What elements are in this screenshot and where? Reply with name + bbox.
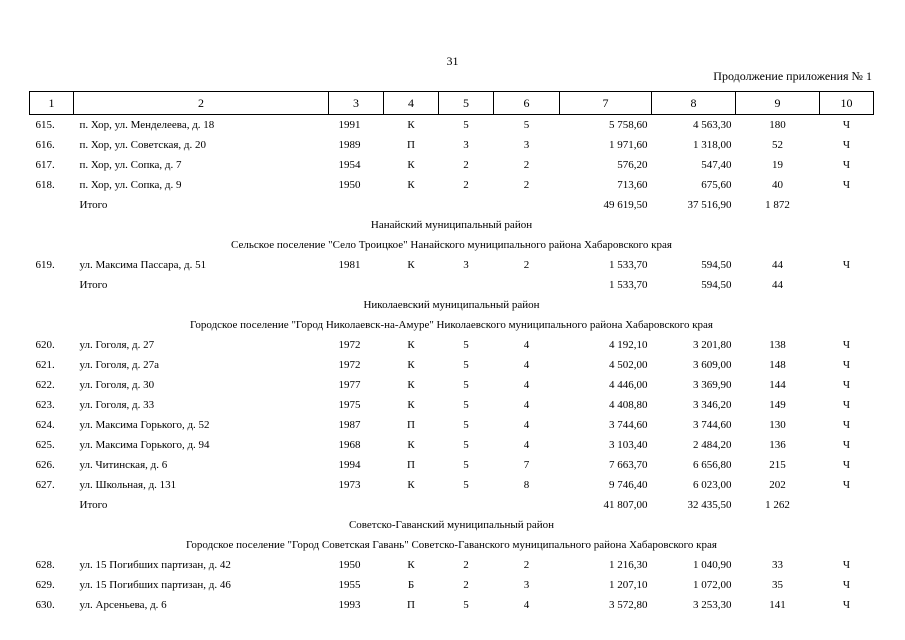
column-header-2: 2 [74, 92, 329, 115]
year-built: 1972 [338, 339, 361, 351]
total-spacer [820, 195, 874, 215]
wall-material: К [407, 359, 415, 371]
total-row [30, 275, 874, 295]
wall-material: К [407, 479, 415, 491]
living-area: 547,40 [701, 159, 732, 171]
year-built: 1954 [338, 159, 361, 171]
year-built: 1987 [338, 419, 361, 431]
status: Ч [842, 599, 851, 611]
total-label: Итого [79, 279, 108, 291]
wall-material: К [407, 439, 415, 451]
status: Ч [842, 379, 851, 391]
entrances: 2 [523, 559, 530, 571]
residents: 44 [772, 279, 783, 291]
wall-material: К [407, 119, 415, 131]
row-number: 615. [35, 119, 55, 131]
header-row [30, 92, 874, 115]
column-header-1: 1 [30, 92, 74, 115]
section-heading: Городское поселение "Город Николаевск-на-Амуре" Николаевского муниципального района Хабаровского края [190, 319, 713, 331]
entrances: 4 [523, 599, 530, 611]
residents: 138 [769, 339, 786, 351]
address: ул. Максима Горького, д. 52 [79, 419, 210, 431]
year-built: 1989 [338, 139, 361, 151]
table-row [30, 395, 874, 415]
entrances: 7 [523, 459, 530, 471]
column-header-5: 5 [439, 92, 494, 115]
floors: 5 [463, 379, 469, 391]
address: ул. Читинская, д. 6 [79, 459, 168, 471]
residents: 44 [772, 259, 783, 271]
status: Ч [842, 399, 851, 411]
status: Ч [842, 159, 851, 171]
wall-material: К [407, 559, 415, 571]
table-row [30, 335, 874, 355]
address: ул. Максима Пассара, д. 51 [79, 259, 207, 271]
floors: 5 [463, 359, 469, 371]
floors: 5 [463, 119, 469, 131]
total-spacer [30, 495, 74, 515]
column-header-3: 3 [329, 92, 384, 115]
section-heading-row [30, 235, 874, 255]
year-built: 1993 [338, 599, 361, 611]
row-number: 629. [35, 579, 55, 591]
page-number: 31 [446, 54, 459, 68]
year-built: 1994 [338, 459, 361, 471]
housing-table [29, 91, 874, 615]
total-area: 1 533,70 [609, 279, 648, 291]
floors: 5 [463, 439, 469, 451]
total-area: 3 572,80 [609, 599, 648, 611]
row-number: 628. [35, 559, 55, 571]
living-area: 37 516,90 [687, 199, 732, 211]
section-heading-row [30, 215, 874, 235]
year-built: 1981 [338, 259, 361, 271]
floors: 5 [463, 339, 469, 351]
living-area: 32 435,50 [687, 499, 732, 511]
row-number: 616. [35, 139, 55, 151]
living-area: 6 023,00 [693, 479, 732, 491]
total-spacer [329, 495, 560, 515]
address: п. Хор, ул. Советская, д. 20 [79, 139, 207, 151]
floors: 3 [463, 139, 469, 151]
status: Ч [842, 559, 851, 571]
address: ул. Гоголя, д. 30 [79, 379, 155, 391]
row-number: 626. [35, 459, 55, 471]
living-area: 594,50 [701, 259, 732, 271]
total-area: 49 619,50 [603, 199, 648, 211]
floors: 5 [463, 399, 469, 411]
wall-material: П [407, 459, 415, 471]
total-area: 4 446,00 [609, 379, 648, 391]
total-area: 7 663,70 [609, 459, 648, 471]
column-header-4: 4 [384, 92, 439, 115]
table-row [30, 415, 874, 435]
year-built: 1977 [338, 379, 361, 391]
wall-material: П [407, 599, 415, 611]
total-spacer [329, 195, 560, 215]
table-row [30, 115, 874, 136]
section-heading-row [30, 315, 874, 335]
entrances: 4 [523, 359, 530, 371]
table-row [30, 595, 874, 615]
table-header [30, 92, 874, 115]
wall-material: К [407, 179, 415, 191]
year-built: 1950 [338, 179, 361, 191]
floors: 5 [463, 599, 469, 611]
entrances: 4 [523, 399, 530, 411]
floors: 5 [463, 459, 469, 471]
section-heading-row [30, 515, 874, 535]
section-heading: Сельское поселение "Село Троицкое" Нанайского муниципального района Хабаровского края [231, 239, 672, 251]
total-area: 5 758,60 [609, 119, 648, 131]
entrances: 4 [523, 419, 530, 431]
total-area: 3 744,60 [609, 419, 648, 431]
status: Ч [842, 439, 851, 451]
address: п. Хор, ул. Сопка, д. 7 [79, 159, 182, 171]
address: ул. 15 Погибших партизан, д. 42 [79, 559, 231, 571]
section-heading-row [30, 295, 874, 315]
residents: 33 [772, 559, 783, 571]
residents: 19 [772, 159, 783, 171]
entrances: 2 [523, 179, 530, 191]
living-area: 3 201,80 [693, 339, 732, 351]
wall-material: П [407, 139, 415, 151]
year-built: 1955 [338, 579, 361, 591]
address: ул. Гоголя, д. 27а [79, 359, 160, 371]
residents: 141 [769, 599, 786, 611]
floors: 2 [463, 559, 469, 571]
total-spacer [30, 195, 74, 215]
address: ул. 15 Погибших партизан, д. 46 [79, 579, 231, 591]
wall-material: К [407, 399, 415, 411]
entrances: 4 [523, 339, 530, 351]
residents: 136 [769, 439, 786, 451]
living-area: 3 609,00 [693, 359, 732, 371]
total-area: 576,20 [617, 159, 648, 171]
status: Ч [842, 119, 851, 131]
residents: 149 [769, 399, 786, 411]
residents: 148 [769, 359, 786, 371]
status: Ч [842, 339, 851, 351]
table-body [30, 115, 874, 616]
living-area: 1 318,00 [693, 139, 732, 151]
total-label: Итого [79, 499, 108, 511]
residents: 202 [769, 479, 786, 491]
year-built: 1968 [338, 439, 361, 451]
total-area: 713,60 [617, 179, 648, 191]
entrances: 2 [523, 259, 530, 271]
table-row [30, 355, 874, 375]
wall-material: К [407, 259, 415, 271]
total-area: 1 207,10 [609, 579, 648, 591]
residents: 130 [769, 419, 786, 431]
floors: 3 [463, 259, 469, 271]
floors: 2 [463, 179, 469, 191]
living-area: 3 253,30 [693, 599, 732, 611]
total-spacer [820, 495, 874, 515]
address: п. Хор, ул. Менделеева, д. 18 [79, 119, 215, 131]
residents: 35 [772, 579, 783, 591]
total-spacer [30, 275, 74, 295]
living-area: 594,50 [701, 279, 732, 291]
entrances: 3 [523, 579, 530, 591]
table-row [30, 435, 874, 455]
section-heading-row [30, 535, 874, 555]
floors: 2 [463, 579, 469, 591]
residents: 40 [772, 179, 783, 191]
status: Ч [842, 479, 851, 491]
year-built: 1973 [338, 479, 361, 491]
section-heading: Нанайский муниципальный район [370, 219, 533, 231]
wall-material: П [407, 419, 415, 431]
living-area: 6 656,80 [693, 459, 732, 471]
residents: 180 [769, 119, 786, 131]
status: Ч [842, 179, 851, 191]
address: ул. Максима Горького, д. 94 [79, 439, 210, 451]
floors: 5 [463, 419, 469, 431]
table-row [30, 475, 874, 495]
address: ул. Гоголя, д. 27 [79, 339, 155, 351]
living-area: 3 744,60 [693, 419, 732, 431]
table-row [30, 575, 874, 595]
entrances: 5 [523, 119, 530, 131]
table-row [30, 255, 874, 275]
status: Ч [842, 579, 851, 591]
column-header-10: 10 [820, 92, 874, 115]
column-header-9: 9 [736, 92, 820, 115]
table-row [30, 455, 874, 475]
year-built: 1972 [338, 359, 361, 371]
column-header-8: 8 [652, 92, 736, 115]
table-row [30, 375, 874, 395]
living-area: 1 040,90 [693, 559, 732, 571]
total-row [30, 195, 874, 215]
wall-material: К [407, 379, 415, 391]
living-area: 1 072,00 [693, 579, 732, 591]
status: Ч [842, 259, 851, 271]
total-area: 4 408,80 [609, 399, 648, 411]
year-built: 1950 [338, 559, 361, 571]
row-number: 627. [35, 479, 55, 491]
address: п. Хор, ул. Сопка, д. 9 [79, 179, 182, 191]
total-area: 1 971,60 [609, 139, 648, 151]
residents: 1 262 [765, 499, 790, 511]
wall-material: К [407, 159, 415, 171]
total-spacer [820, 275, 874, 295]
section-heading: Николаевский муниципальный район [363, 299, 540, 311]
total-area: 3 103,40 [609, 439, 648, 451]
row-number: 625. [35, 439, 55, 451]
table-row [30, 155, 874, 175]
address: ул. Арсеньева, д. 6 [79, 599, 167, 611]
address: ул. Гоголя, д. 33 [79, 399, 155, 411]
living-area: 675,60 [701, 179, 732, 191]
total-row [30, 495, 874, 515]
column-header-6: 6 [494, 92, 560, 115]
section-heading: Советско-Гаванский муниципальный район [348, 519, 555, 531]
residents: 215 [769, 459, 786, 471]
row-number: 621. [35, 359, 55, 371]
living-area: 4 563,30 [693, 119, 732, 131]
year-built: 1991 [338, 119, 361, 131]
wall-material: Б [407, 579, 415, 591]
floors: 5 [463, 479, 469, 491]
floors: 2 [463, 159, 469, 171]
total-area: 1 216,30 [609, 559, 648, 571]
total-spacer [329, 275, 560, 295]
row-number: 619. [35, 259, 55, 271]
row-number: 617. [35, 159, 55, 171]
residents: 1 872 [765, 199, 790, 211]
wall-material: К [407, 339, 415, 351]
entrances: 4 [523, 439, 530, 451]
status: Ч [842, 459, 851, 471]
section-heading: Городское поселение "Город Советская Гавань" Советско-Гаванского муниципального района Хабаровского края [186, 539, 717, 551]
table-row [30, 555, 874, 575]
status: Ч [842, 139, 851, 151]
row-number: 622. [35, 379, 55, 391]
living-area: 2 484,20 [693, 439, 732, 451]
row-number: 630. [35, 599, 55, 611]
row-number: 618. [35, 179, 55, 191]
total-area: 41 807,00 [603, 499, 648, 511]
year-built: 1975 [338, 399, 361, 411]
column-header-7: 7 [560, 92, 652, 115]
total-label: Итого [79, 199, 108, 211]
row-number: 624. [35, 419, 55, 431]
residents: 52 [772, 139, 783, 151]
row-number: 620. [35, 339, 55, 351]
living-area: 3 369,90 [693, 379, 732, 391]
address: ул. Школьная, д. 131 [79, 479, 177, 491]
total-area: 4 502,00 [609, 359, 648, 371]
table-row [30, 135, 874, 155]
total-area: 9 746,40 [609, 479, 648, 491]
total-area: 4 192,10 [609, 339, 648, 351]
living-area: 3 346,20 [693, 399, 732, 411]
entrances: 8 [523, 479, 530, 491]
entrances: 4 [523, 379, 530, 391]
status: Ч [842, 359, 851, 371]
entrances: 3 [523, 139, 530, 151]
entrances: 2 [523, 159, 530, 171]
row-number: 623. [35, 399, 55, 411]
total-area: 1 533,70 [609, 259, 648, 271]
table-row [30, 175, 874, 195]
appendix-caption: Продолжение приложения № 1 [713, 69, 872, 83]
residents: 144 [769, 379, 786, 391]
status: Ч [842, 419, 851, 431]
